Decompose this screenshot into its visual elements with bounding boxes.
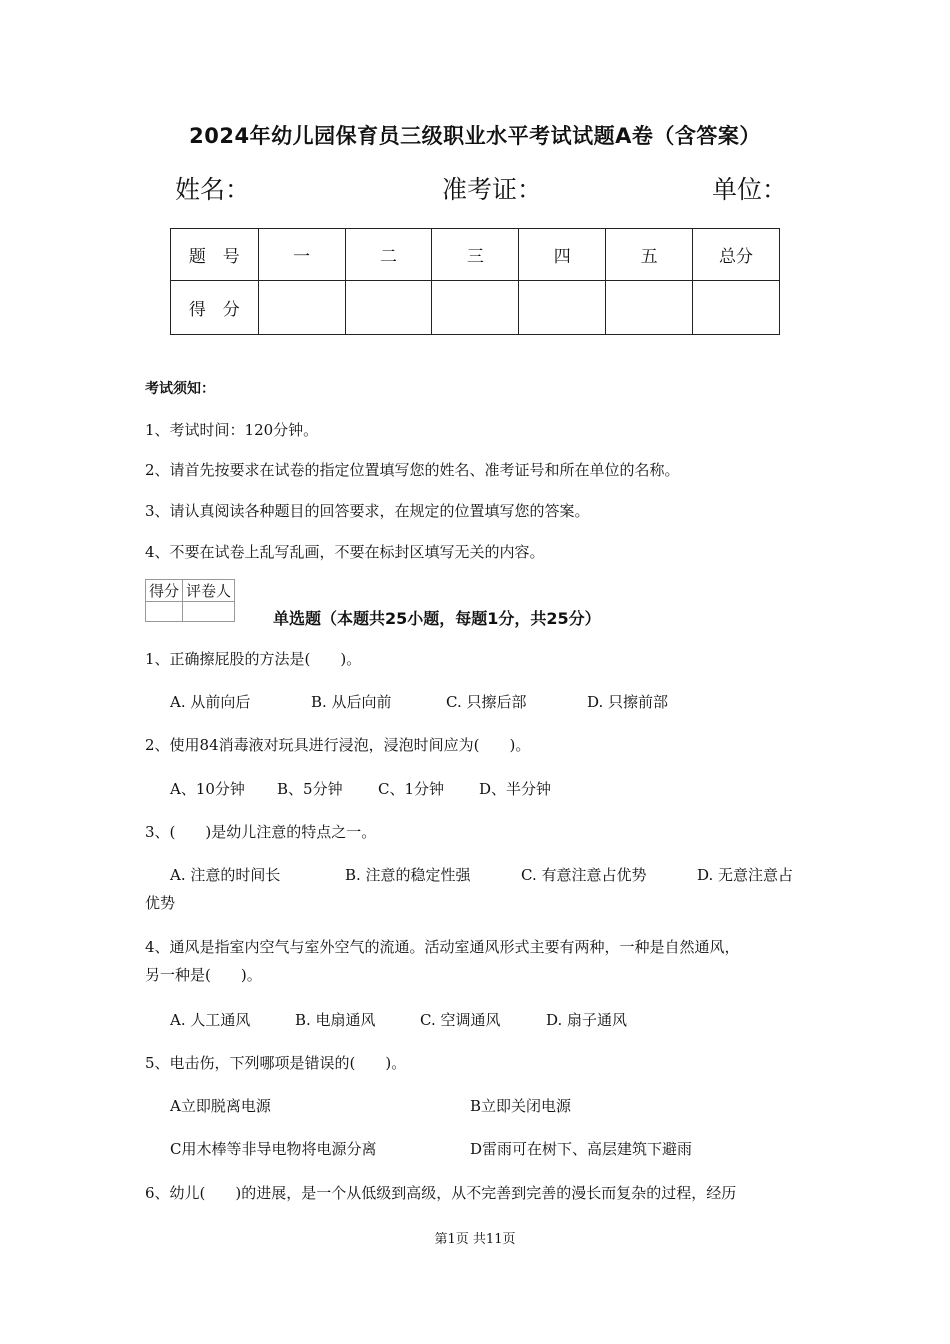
option-c: C. 只擦后部 [446, 693, 527, 711]
score-header-cell: 二 [345, 229, 432, 281]
name-field-label: 姓名： [175, 175, 251, 204]
score-header-cell: 三 [432, 229, 519, 281]
grader-score-label: 得分 [146, 580, 183, 602]
score-cell[interactable] [606, 281, 693, 335]
option-d: D、半分钟 [479, 780, 552, 798]
notice-heading: 考试须知： [145, 381, 215, 397]
grader-reviewer-cell[interactable] [183, 602, 235, 622]
option-b: B. 电扇通风 [295, 1011, 376, 1029]
score-header-cell: 总分 [693, 229, 780, 281]
section-title: 单选题（本题共25小题，每题1分，共25分） [273, 609, 601, 628]
option-d: D. 无意注意占 [697, 866, 794, 884]
option-d: D. 扇子通风 [546, 1011, 628, 1029]
score-cell[interactable] [432, 281, 519, 335]
notice-item: 1、考试时间：120分钟。 [145, 421, 319, 439]
option-a: A. 注意的时间长 [170, 866, 281, 884]
notice-item: 3、请认真阅读各种题目的回答要求，在规定的位置填写您的答案。 [145, 502, 590, 520]
score-header-cell: 四 [519, 229, 606, 281]
question-stem: 5、电击伤，下列哪项是错误的( )。 [145, 1054, 407, 1072]
option-b: B立即关闭电源 [470, 1097, 572, 1115]
option-d: D. 只擦前部 [587, 693, 669, 711]
option-a: A. 人工通风 [170, 1011, 251, 1029]
notice-item: 2、请首先按要求在试卷的指定位置填写您的姓名、准考证号和所在单位的名称。 [145, 461, 680, 479]
question-stem: 2、使用84消毒液对玩具进行浸泡，浸泡时间应为( )。 [145, 736, 531, 754]
score-cell[interactable] [345, 281, 432, 335]
score-row-label: 得 分 [171, 281, 259, 335]
grader-reviewer-label: 评卷人 [183, 580, 235, 602]
question-stem: 4、通风是指室内空气与室外空气的流通。活动室通风形式主要有两种，一种是自然通风， [145, 938, 740, 956]
question-stem: 3、( )是幼儿注意的特点之一。 [145, 823, 377, 841]
page-footer: 第1页 共11页 [434, 1232, 516, 1247]
score-header-cell: 五 [606, 229, 693, 281]
grader-table [145, 579, 235, 622]
page-title: 2024年幼儿园保育员三级职业水平考试试题A卷（含答案） [189, 124, 761, 148]
option-b: B. 注意的稳定性强 [345, 866, 471, 884]
option-b: B. 从后向前 [311, 693, 392, 711]
option-a: A. 从前向后 [170, 693, 251, 711]
option-c: C、1分钟 [378, 780, 445, 798]
score-cell[interactable] [519, 281, 606, 335]
unit-field-label: 单位： [712, 175, 788, 204]
question-stem: 1、正确擦屁股的方法是( )。 [145, 650, 362, 668]
notice-item: 4、不要在试卷上乱写乱画，不要在标封区填写无关的内容。 [145, 543, 545, 561]
question-stem: 6、幼儿( )的进展，是一个从低级到高级，从不完善到完善的漫长而复杂的过程，经历 [145, 1184, 737, 1202]
option-a: A立即脱离电源 [170, 1097, 271, 1115]
option-c: C. 空调通风 [420, 1011, 501, 1029]
question-stem-continued: 另一种是( )。 [145, 966, 262, 984]
option-d: D雷雨可在树下、高层建筑下避雨 [470, 1140, 693, 1158]
score-cell[interactable] [258, 281, 345, 335]
grader-score-cell[interactable] [146, 602, 183, 622]
option-c: C用木棒等非导电物将电源分离 [170, 1140, 377, 1158]
option-d-continued: 优势 [145, 894, 176, 912]
score-table [170, 228, 780, 335]
score-table-header-row [171, 229, 780, 281]
exam-id-field-label: 准考证： [442, 175, 543, 204]
score-header-cell: 一 [258, 229, 345, 281]
score-cell[interactable] [693, 281, 780, 335]
option-c: C. 有意注意占优势 [521, 866, 647, 884]
score-header-cell: 题 号 [171, 229, 259, 281]
option-a: A、10分钟 [170, 780, 245, 798]
option-b: B、5分钟 [277, 780, 343, 798]
score-table-score-row [171, 281, 780, 335]
